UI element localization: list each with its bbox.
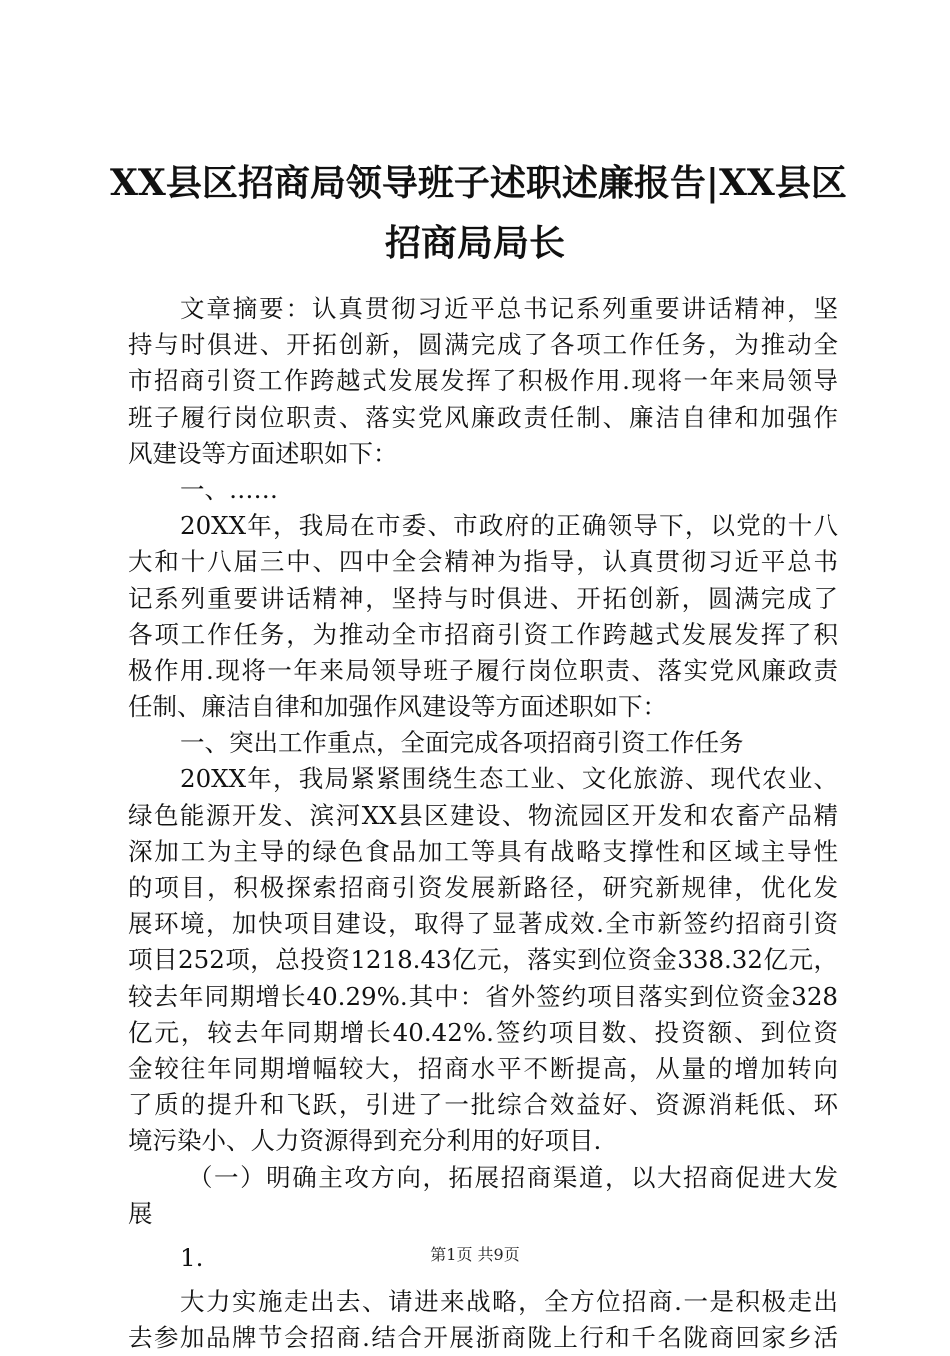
document-title-line-2: 招商局局长	[384, 222, 565, 264]
section-heading: 一、……	[180, 474, 278, 504]
subsection-heading: （一）明确主攻方向，拓展招商渠道，以大招商促进大发	[188, 1162, 838, 1192]
paragraph-line: 展环境，加快项目建设，取得了显著成效.全市新签约招商引资	[128, 909, 838, 939]
paragraph-line: 文章摘要：认真贯彻习近平总书记系列重要讲话精神，坚	[180, 294, 838, 323]
paragraph-line: 的项目，积极探索招商引资发展新路径，研究新规律，优化发	[128, 873, 838, 902]
paragraph-line: 任制、廉洁自律和加强作风建设等方面述职如下：	[128, 692, 667, 722]
paragraph-line: 20XX年，我局紧紧围绕生态工业、文化旅游、现代农业、	[180, 764, 838, 794]
paragraph-line: 20XX年，我局在市委、市政府的正确领导下，以党的十八	[180, 511, 838, 541]
list-number: 1.	[180, 1242, 204, 1272]
paragraph-line: 较去年同期增长40.29%.其中：省外签约项目落实到位资金328	[128, 981, 838, 1011]
paragraph-line: 境污染小、人力资源得到充分利用的好项目.	[128, 1126, 602, 1156]
paragraph-line: 亿元，较去年同期增长40.42%.签约项目数、投资额、到位资	[128, 1017, 838, 1047]
paragraph-line: 大力实施走出去、请进来战略，全方位招商.一是积极走出	[180, 1287, 838, 1317]
paragraph-line: 各项工作任务，为推动全市招商引资工作跨越式发展发挥了积	[128, 619, 838, 649]
paragraph-line: 市招商引资工作跨越式发展发挥了积极作用.现将一年来局领导	[128, 366, 838, 396]
paragraph-line: 记系列重要讲话精神，坚持与时俱进、开拓创新，圆满完成了	[128, 583, 838, 613]
section-heading: 一、突出工作重点，全面完成各项招商引资工作任务	[180, 728, 744, 758]
paragraph-line: 项目252项，总投资1218.43亿元，落实到位资金338.32亿元，	[128, 945, 838, 975]
paragraph-line: 持与时俱进、开拓创新，圆满完成了各项工作任务，为推动全	[128, 330, 838, 360]
paragraph-line: 绿色能源开发、滨河XX县区建设、物流园区开发和农畜产品精	[128, 800, 838, 830]
paragraph-line: 大和十八届三中、四中全会精神为指导，认真贯彻习近平总书	[128, 547, 838, 577]
document-title-line-1: XX县区招商局领导班子述职述廉报告|XX县区	[110, 162, 847, 204]
paragraph-line: 班子履行岗位职责、落实党风廉政责任制、廉洁自律和加强作	[128, 402, 838, 432]
paragraph-line: 去参加品牌节会招商.结合开展浙商陇上行和千名陇商回家乡活	[128, 1323, 838, 1353]
paragraph-line: 金较往年同期增幅较大，招商水平不断提高，从量的增加转向	[128, 1053, 838, 1083]
document-body	[128, 291, 838, 1356]
paragraph-line: 极作用.现将一年来局领导班子履行岗位职责、落实党风廉政责	[128, 655, 838, 685]
subsection-heading: 展	[128, 1198, 153, 1228]
paragraph-line: 风建设等方面述职如下：	[128, 438, 398, 468]
paragraph-line: 了质的提升和飞跃，引进了一批综合效益好、资源消耗低、环	[128, 1090, 838, 1120]
page-footer: 第1页 共9页	[430, 1245, 520, 1264]
paragraph-line: 深加工为主导的绿色食品加工等具有战略支撑性和区域主导性	[128, 836, 838, 866]
